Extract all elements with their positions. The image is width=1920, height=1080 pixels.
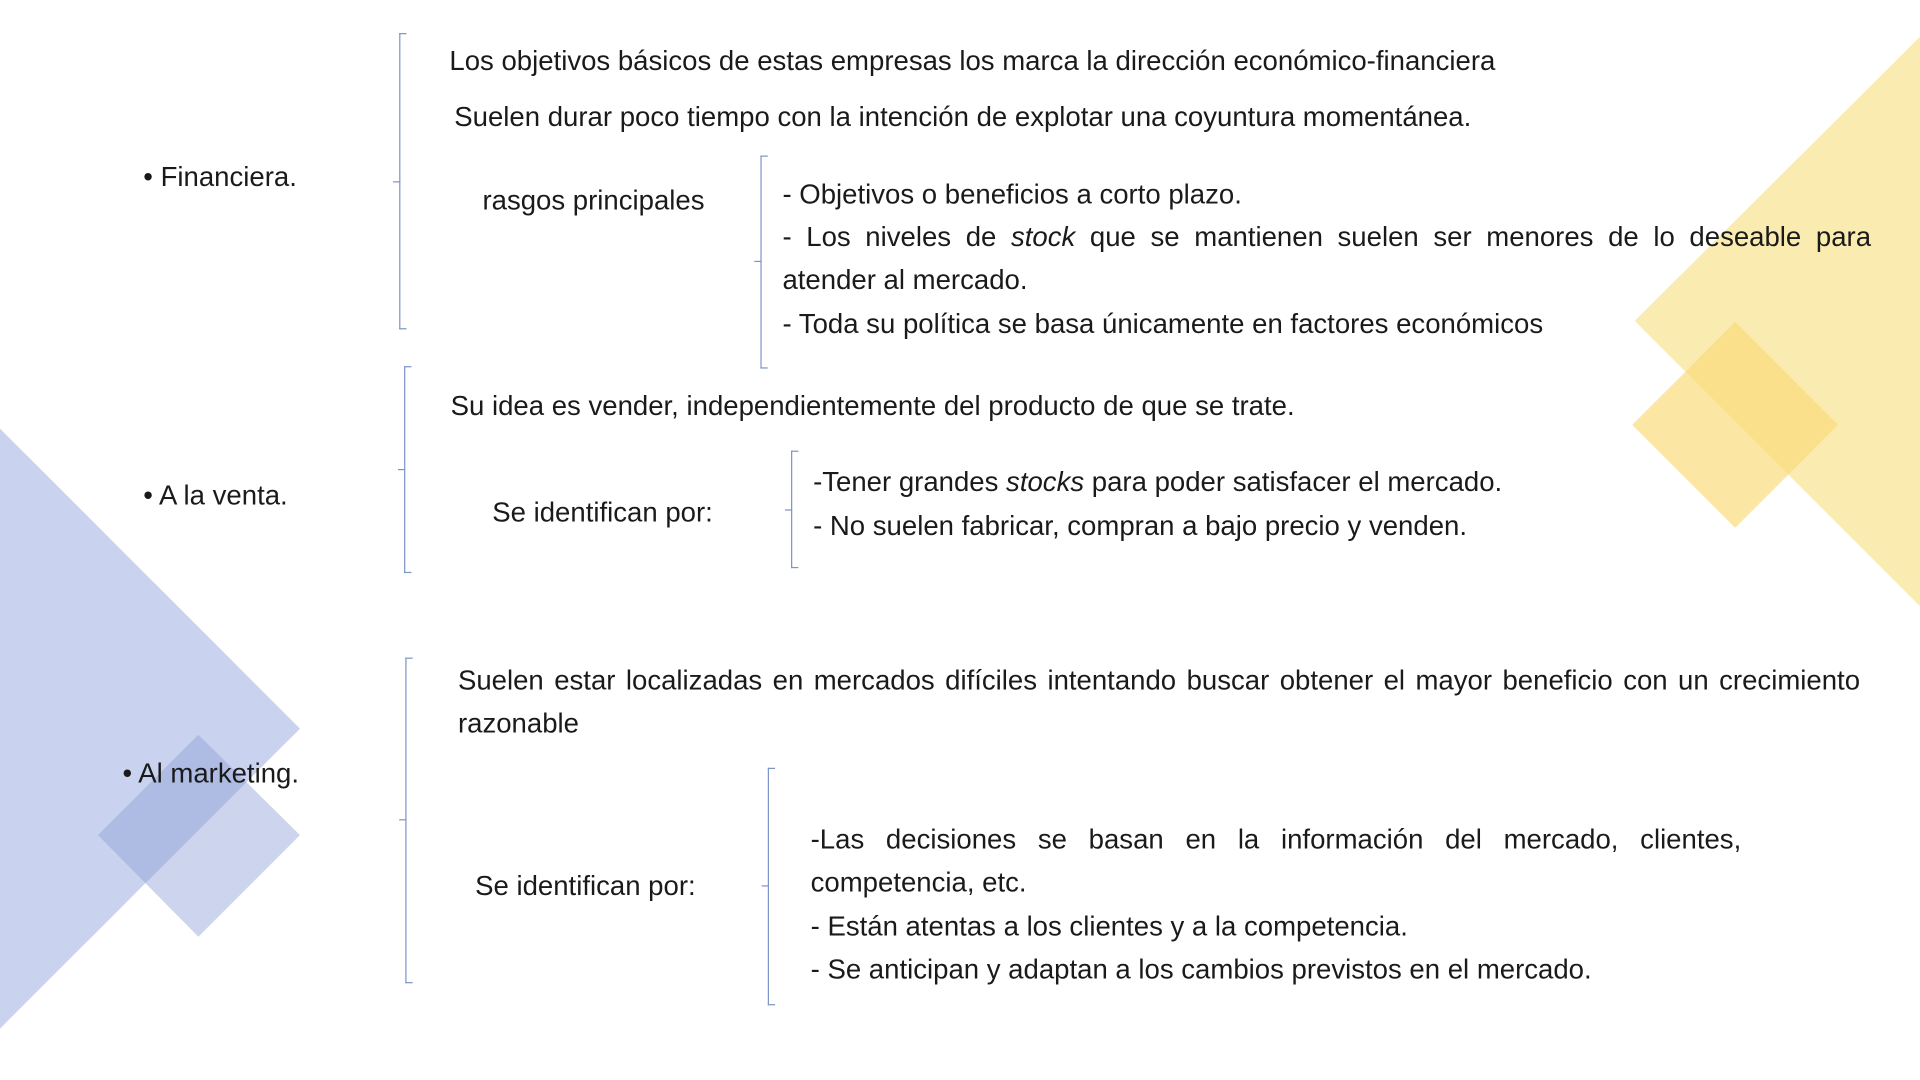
list-item: - Están atentas a los clientes y a la competencia. [810, 911, 1408, 942]
text: - Los niveles de [782, 221, 1011, 253]
bracket [791, 451, 798, 569]
text-line: Su idea es vender, independientemente del producto de que se trate. [450, 390, 1295, 422]
list-item [813, 460, 1502, 503]
bracket [768, 768, 775, 1006]
emphasis: stocks [1006, 466, 1085, 498]
section-title-marketing: • Al marketing. [122, 757, 300, 789]
section-title-venta: • A la venta. [143, 480, 288, 511]
text: para poder satisfacer el mercado. [1084, 466, 1503, 498]
bracket [404, 366, 411, 573]
list-item: - Toda su política se basa únicamente en factores económicos [782, 308, 1544, 340]
text-line: Los objetivos básicos de estas empresas los marca la dirección económico-financiera [449, 45, 1496, 76]
sub-label: Se identifican por: [475, 870, 696, 902]
bracket [760, 156, 767, 369]
text-line: Suelen estar localizadas en mercados difíciles intentando buscar obtener el mayor beneficio con un crecimiento razonable [457, 664, 1861, 739]
list-item: - Se anticipan y adaptan a los cambios previstos en el mercado. [810, 953, 1592, 985]
list-item: - Objetivos o beneficios a corto plazo. [782, 178, 1242, 210]
text: -Tener grandes [813, 466, 1007, 498]
yellow-triangle-shape [1635, 37, 1920, 606]
sub-label: rasgos principales [482, 184, 705, 216]
section-title-financiera: • Financiera. [143, 161, 297, 193]
list-item [782, 216, 1871, 302]
text: que se mantienen suelen ser menores de lo deseable para atender al mercado. [782, 221, 1872, 296]
list-item: -Las decisiones se basan en la información del mercado, clientes, competencia, etc. [810, 824, 1742, 898]
bracket [405, 658, 412, 984]
blue-triangle-shape [0, 429, 300, 1029]
text-line: Suelen durar poco tiempo con la intención de explotar una coyuntura momentánea. [454, 101, 1472, 133]
list-item: - No suelen fabricar, compran a bajo precio y venden. [813, 510, 1468, 542]
bracket [399, 33, 406, 329]
emphasis: stock [1010, 221, 1076, 253]
sub-label: Se identifican por: [492, 497, 713, 528]
